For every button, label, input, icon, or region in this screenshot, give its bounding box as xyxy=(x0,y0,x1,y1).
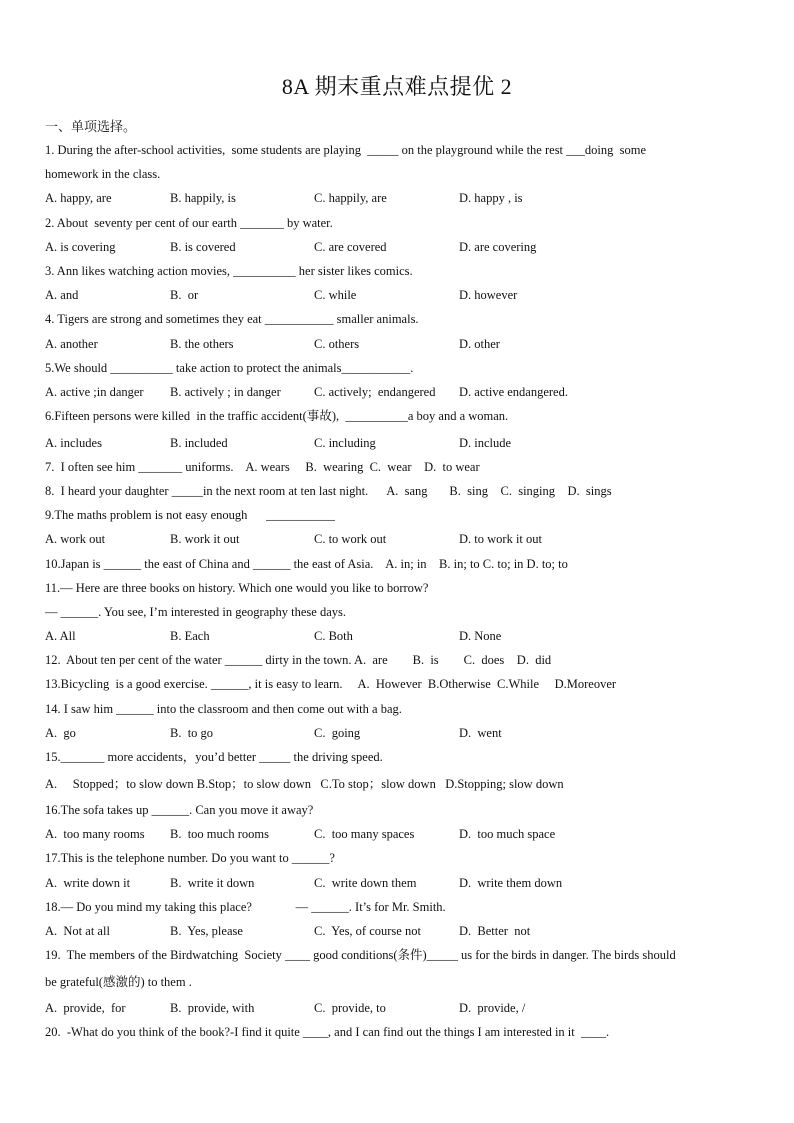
question-text xyxy=(45,457,755,481)
answer-option: D. however xyxy=(459,288,518,303)
answer-options xyxy=(45,774,755,801)
answer-option: A. is covering xyxy=(45,239,116,254)
answer-option: B. Each xyxy=(170,629,210,644)
answer-option: A. provide, for xyxy=(45,1001,126,1016)
question-line: 14. I saw him ______ into the classroom and then come out with a bag. xyxy=(45,701,402,716)
answer-options xyxy=(45,998,755,1022)
answer-options xyxy=(45,529,755,553)
answer-option: B. actively ; in danger xyxy=(170,384,281,399)
answer-option: C. actively; endangered xyxy=(314,384,436,399)
question-text xyxy=(45,554,755,578)
question-line: 8. I heard your daughter _____in the next room at ten last night. A. sang B. sing C. singing D. sings xyxy=(45,483,612,498)
answer-options xyxy=(45,433,755,457)
question-text xyxy=(45,897,755,921)
answer-option: A. write down it xyxy=(45,875,131,890)
question-line: 3. Ann likes watching action movies, __________ her sister likes comics. xyxy=(45,263,413,278)
answer-option: A. Not at all xyxy=(45,923,110,938)
question-line: 17.This is the telephone number. Do you want to ______? xyxy=(45,851,335,866)
answer-option: D. are covering xyxy=(459,239,537,254)
question-text xyxy=(45,578,755,602)
page-title: 8A 期末重点难点提优 2 xyxy=(281,74,513,99)
answer-option: C. to work out xyxy=(314,532,387,547)
answer-option: C. while xyxy=(314,288,357,303)
question-line: 1. During the after-school activities, some students are playing _____ on the playground while the rest ___doing some xyxy=(45,143,647,157)
answer-option: B. included xyxy=(170,435,228,450)
answer-option: C. others xyxy=(314,336,360,351)
answer-option: A. All xyxy=(45,629,76,644)
answer-option: C. including xyxy=(314,435,376,450)
answer-option: C. happily, are xyxy=(314,191,387,206)
answer-options xyxy=(45,626,755,650)
answer-options xyxy=(45,921,755,945)
answer-option: B. to go xyxy=(170,725,214,740)
answer-option: C. write down them xyxy=(314,875,417,890)
answer-options xyxy=(45,382,755,406)
answer-option: A. happy, are xyxy=(45,191,112,206)
answer-option: B. provide, with xyxy=(170,1001,255,1016)
section-heading: 一、单项选择。 xyxy=(45,119,137,134)
answer-option: C. provide, to xyxy=(314,1001,386,1016)
question-line: 13.Bicycling is a good exercise. ______, it is easy to learn. A. However B.Otherwise C.While D.Moreover xyxy=(45,677,617,692)
question-text xyxy=(45,358,755,382)
question-line: — ______. You see, I’m interested in geography these days. xyxy=(45,604,346,619)
answer-option: A. too many rooms xyxy=(45,827,145,842)
answer-option: D. to work it out xyxy=(459,532,542,547)
question-text xyxy=(45,309,755,333)
answer-option: D. None xyxy=(459,629,502,644)
answer-option: B. happily, is xyxy=(170,191,236,206)
question-text xyxy=(45,800,755,824)
question-line: 2. About seventy per cent of our earth _______ by water. xyxy=(45,215,333,230)
answer-option: B. Yes, please xyxy=(170,923,243,938)
answer-option: A. another xyxy=(45,336,98,351)
answer-options xyxy=(45,873,755,897)
answer-option: D. include xyxy=(459,435,512,450)
answer-option: A. and xyxy=(45,288,79,303)
answer-option: A. includes xyxy=(45,435,102,450)
answer-option: C. are covered xyxy=(314,239,387,254)
question-text xyxy=(45,406,755,433)
answer-option: A. work out xyxy=(45,532,106,547)
question-line: 10.Japan is ______ the east of China and ______ the east of Asia. A. in; in B. in; to C. to; in D. to; to xyxy=(45,556,568,571)
answer-options xyxy=(45,723,755,747)
question-line: 19. The members of the Birdwatching Society ____ good conditions(条件)_____ us for the birds in danger. The birds should xyxy=(45,948,676,963)
answer-option: C. Yes, of course not xyxy=(314,923,421,938)
question-line: 18.— Do you mind my taking this place? — ______. It’s for Mr. Smith. xyxy=(45,899,446,914)
question-line: 4. Tigers are strong and sometimes they eat ___________ smaller animals. xyxy=(45,312,419,327)
answer-options xyxy=(45,334,755,358)
question-text xyxy=(45,213,755,237)
answer-option: D. went xyxy=(459,725,502,740)
answer-option: D. active endangered. xyxy=(459,384,568,399)
question-text xyxy=(45,481,755,505)
question-text xyxy=(45,261,755,285)
question-text xyxy=(45,602,755,626)
question-line: 5.We should __________ take action to protect the animals___________. xyxy=(45,360,414,375)
question-list xyxy=(45,140,755,1049)
answer-options xyxy=(45,237,755,261)
answer-option: C. too many spaces xyxy=(314,827,415,842)
question-line: 6.Fifteen persons were killed in the traffic accident(事故), __________a boy and a woman. xyxy=(45,409,509,424)
question-text xyxy=(45,945,755,972)
answer-option: A. active ;in danger xyxy=(45,384,144,399)
answer-option: B. work it out xyxy=(170,532,240,547)
answer-option: D. write them down xyxy=(459,875,563,890)
question-text xyxy=(45,674,755,698)
answer-option: B. write it down xyxy=(170,875,255,890)
question-text xyxy=(45,1022,755,1049)
answer-option: D. happy , is xyxy=(459,191,523,206)
answer-option: B. or xyxy=(170,288,199,303)
answer-option: C. going xyxy=(314,725,361,740)
question-text xyxy=(45,650,755,674)
answer-option: D. provide, / xyxy=(459,1001,526,1016)
answer-options xyxy=(45,188,755,212)
question-text xyxy=(45,699,755,723)
answer-options xyxy=(45,824,755,848)
answer-options xyxy=(45,285,755,309)
question-text xyxy=(45,164,755,188)
question-line: 11.— Here are three books on history. Which one would you like to borrow? xyxy=(45,580,429,595)
question-line: 7. I often see him _______ uniforms. A. wears B. wearing C. wear D. to wear xyxy=(45,459,480,474)
answer-option: C. Both xyxy=(314,629,353,644)
question-text xyxy=(45,505,755,529)
answer-option: A. Stopped；to slow down B.Stop；to slow down C.To stop；slow down D.Stopping; slow down xyxy=(45,776,564,791)
question-line: 12. About ten per cent of the water ______ dirty in the town. A. are B. is C. does D. did xyxy=(45,653,552,668)
question-line: be grateful(感激的) to them . xyxy=(45,974,192,989)
question-text xyxy=(45,848,755,872)
answer-option: A. go xyxy=(45,725,76,740)
answer-option: D. other xyxy=(459,336,500,351)
question-line: 16.The sofa takes up ______. Can you move it away? xyxy=(45,803,314,817)
question-text xyxy=(45,140,755,164)
answer-option: B. too much rooms xyxy=(170,827,269,842)
question-line: 9.The maths problem is not easy enough ___________ xyxy=(45,508,335,523)
question-line: 15._______ more accidents，you’d better _____ the driving speed. xyxy=(45,750,383,764)
answer-option: D. too much space xyxy=(459,827,556,842)
question-text xyxy=(45,972,755,999)
answer-option: B. the others xyxy=(170,336,234,351)
answer-option: D. Better not xyxy=(459,923,531,938)
question-text xyxy=(45,747,755,774)
question-line: 20. -What do you think of the book?-I find it quite ____, and I can find out the things I am interested in it ____. xyxy=(45,1025,610,1040)
question-line: homework in the class. xyxy=(45,167,161,182)
answer-option: B. is covered xyxy=(170,239,236,254)
